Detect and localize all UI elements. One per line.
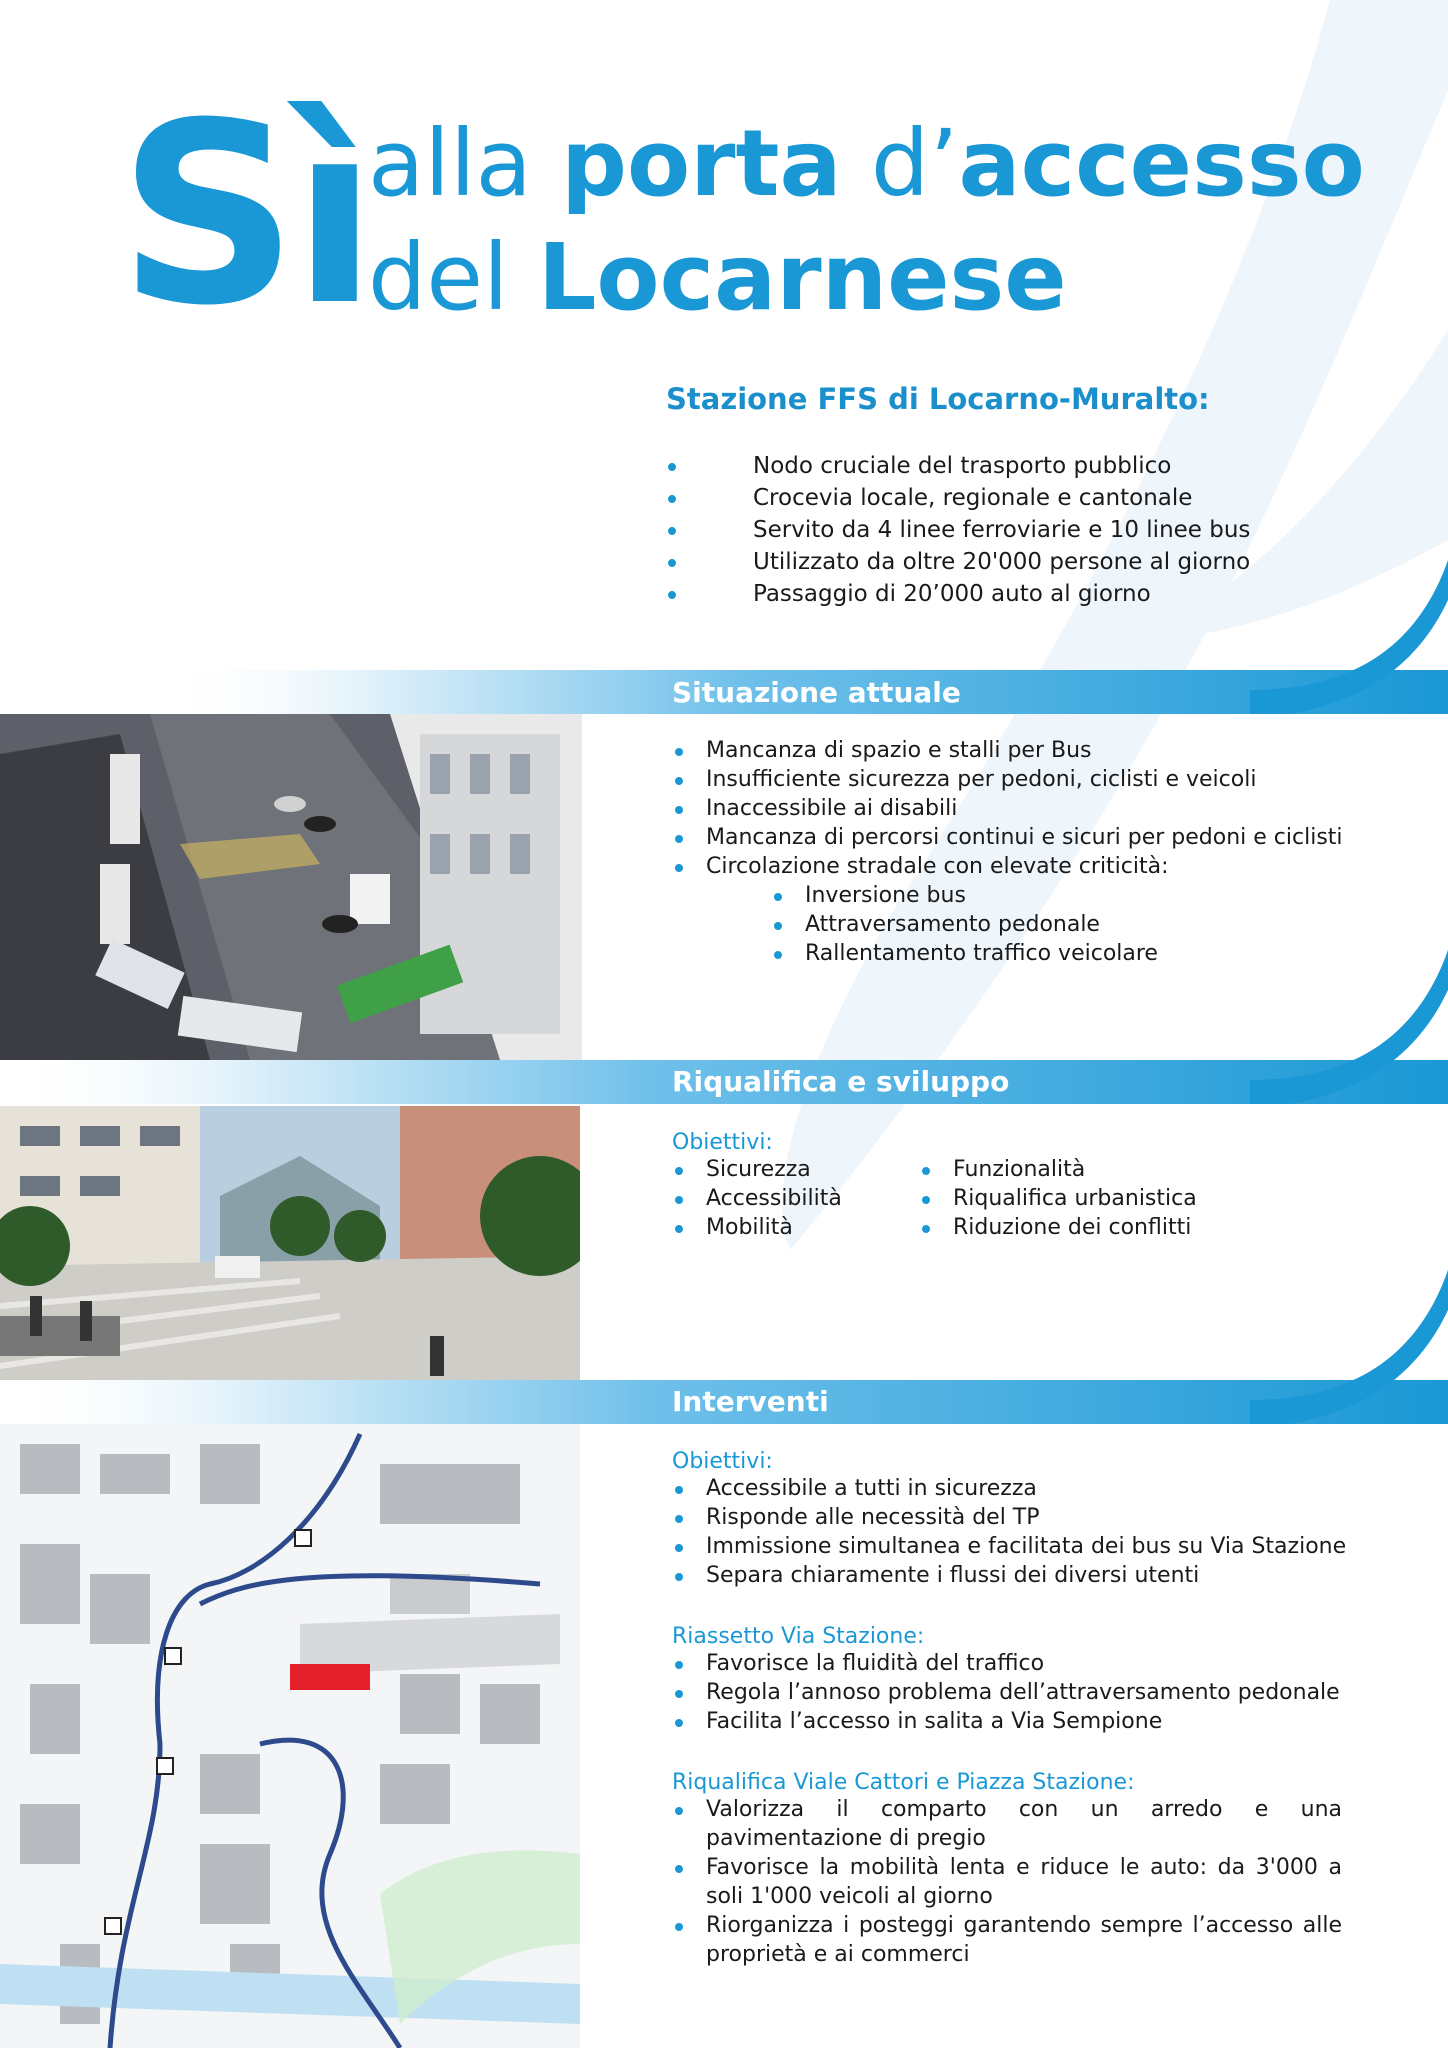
viale-list [672,1795,1342,1969]
title-light-del: del [368,224,538,331]
sub-list-item: Inversione bus [672,881,1343,910]
riqualifica-list-col2 [919,1155,1197,1242]
list-item: Passaggio di 20’000 auto al giorno [666,578,1250,610]
list-item: Servito da 4 linee ferroviarie e 10 linee bus [666,514,1250,546]
riassetto-list [672,1649,1340,1736]
list-item: Mobilità [672,1213,842,1242]
sub-list-item: Attraversamento pedonale [672,910,1343,939]
list-item: Funzionalità [919,1155,1197,1184]
list-item: Accessibilità [672,1184,842,1213]
list-item: Riqualifica urbanistica [919,1184,1197,1213]
riqualifica-list-col1 [672,1155,842,1242]
intro-list [666,450,1250,610]
photo-current-situation [0,714,582,1060]
title-line-1 [368,110,1365,217]
situazione-list [672,736,1343,968]
list-item: Utilizzato da oltre 20'000 persone al giorno [666,546,1250,578]
title-bold-locarnese: Locarnese [537,224,1067,331]
photo-redevelopment-render [0,1106,580,1380]
list-item: Riorganizza i posteggi garantendo sempre l’accesso alle proprietà e ai commerci [672,1911,1342,1969]
list-item: Immissione simultanea e facilitata dei bus su Via Stazione [672,1532,1346,1561]
station-icon [290,1664,370,1690]
section-title-riqualifica: Riqualifica e sviluppo [672,1065,1010,1098]
section-title-situazione: Situazione attuale [672,676,961,709]
list-item: Crocevia locale, regionale e cantonale [666,482,1250,514]
list-item: Mancanza di spazio e stalli per Bus [672,736,1343,765]
list-item: Regola l’annoso problema dell’attraversamento pedonale [672,1678,1340,1707]
title-light-d: d’ [841,110,959,217]
list-item: Sicurezza [672,1155,842,1184]
list-item: Riduzione dei conflitti [919,1213,1197,1242]
intro-title: Stazione FFS di Locarno-Muralto: [666,382,1210,416]
viale-label: Riqualifica Viale Cattori e Piazza Stazione: [672,1770,1135,1795]
riassetto-label: Riassetto Via Stazione: [672,1624,925,1649]
title-line-2 [368,224,1067,331]
title-bold-porta: porta [561,110,842,217]
list-item: Accessibile a tutti in sicurezza [672,1474,1346,1503]
big-si-word: Sì [118,69,372,360]
list-item: Separa chiaramente i flussi dei diversi utenti [672,1561,1346,1590]
list-item: Circolazione stradale con elevate criticità: [672,852,1343,881]
interventi-obiettivi-label: Obiettivi: [672,1449,773,1474]
interventi-obiettivi-list [672,1474,1346,1590]
list-item: Mancanza di percorsi continui e sicuri per pedoni e ciclisti [672,823,1343,852]
list-item: Insufficiente sicurezza per pedoni, ciclisti e veicoli [672,765,1343,794]
section-title-interventi: Interventi [672,1385,829,1418]
sub-list-item: Rallentamento traffico veicolare [672,939,1343,968]
list-item: Favorisce la fluidità del traffico [672,1649,1340,1678]
list-item: Valorizza il comparto con un arredo e una pavimentazione di pregio [672,1795,1342,1853]
list-item: Inaccessibile ai disabili [672,794,1343,823]
title-bold-accesso: accesso [958,110,1365,217]
list-item: Favorisce la mobilità lenta e riduce le auto: da 3'000 a soli 1'000 veicoli al giorno [672,1853,1342,1911]
riqualifica-obiettivi-label: Obiettivi: [672,1130,773,1155]
map-interventions-plan [0,1424,580,2048]
list-item: Facilita l’accesso in salita a Via Sempione [672,1707,1340,1736]
list-item: Risponde alle necessità del TP [672,1503,1346,1532]
title-light-alla: alla [368,110,562,217]
list-item: Nodo cruciale del trasporto pubblico [666,450,1250,482]
